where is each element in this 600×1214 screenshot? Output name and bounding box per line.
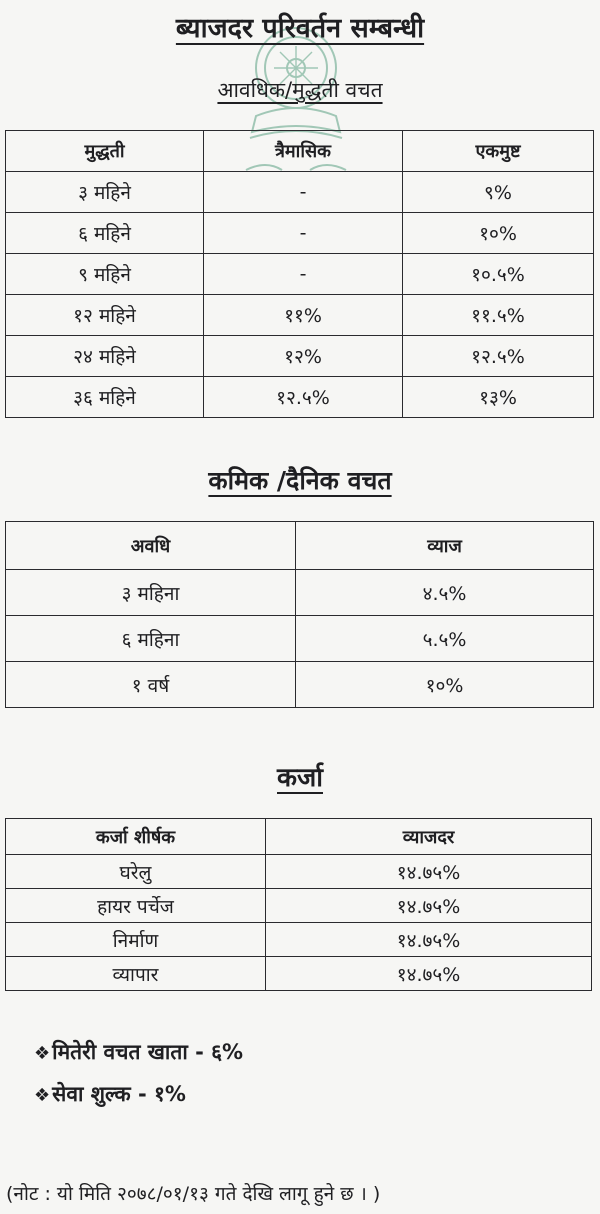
interest-cell: ४.५%: [296, 570, 594, 616]
table-row: [6, 213, 594, 254]
column-header: एकमुष्ट: [403, 131, 594, 172]
table-row: [6, 377, 594, 418]
interest-cell: ५.५%: [296, 616, 594, 662]
recurring-deposit-heading: कमिक /दैनिक वचत: [208, 466, 392, 495]
lump-sum-rate-cell: ९%: [403, 172, 594, 213]
loan-rate-cell: १४.७५%: [266, 855, 592, 889]
term-cell: ९ महिने: [6, 254, 204, 295]
term-cell: ६ महिने: [6, 213, 204, 254]
list-item: [34, 1038, 243, 1066]
column-header: अवधि: [6, 522, 296, 570]
table-row: [6, 662, 594, 708]
table-row: [6, 957, 592, 991]
lump-sum-rate-cell: १०%: [403, 213, 594, 254]
lump-sum-rate-cell: १२.५%: [403, 336, 594, 377]
table-row: [6, 889, 592, 923]
column-header: व्याज: [296, 522, 594, 570]
quarterly-rate-cell: १२.५%: [204, 377, 403, 418]
lump-sum-rate-cell: १३%: [403, 377, 594, 418]
table-row: [6, 855, 592, 889]
lump-sum-rate-cell: १०.५%: [403, 254, 594, 295]
loan-type-cell: निर्माण: [6, 923, 266, 957]
effective-date-note: (नोट : यो मिति २०७८/०१/१३ गते देखि लागू हुने छ । ): [6, 1183, 381, 1205]
loan-type-cell: घरेलु: [6, 855, 266, 889]
column-header: त्रैमासिक: [204, 131, 403, 172]
loan-table: [5, 818, 592, 991]
table-row: [6, 172, 594, 213]
term-cell: ३६ महिने: [6, 377, 204, 418]
table-header-row: [6, 522, 594, 570]
period-cell: १ वर्ष: [6, 662, 296, 708]
term-cell: २४ महिने: [6, 336, 204, 377]
page-title: ब्याजदर परिवर्तन सम्बन्धी: [175, 13, 425, 44]
period-cell: ३ महिना: [6, 570, 296, 616]
quarterly-rate-cell: १२%: [204, 336, 403, 377]
table-row: [6, 295, 594, 336]
loan-rate-cell: १४.७५%: [266, 923, 592, 957]
table-header-row: [6, 819, 592, 855]
term-deposit-table: [5, 130, 594, 418]
list-item: [34, 1080, 186, 1108]
table-row: [6, 616, 594, 662]
column-header: व्याजदर: [266, 819, 592, 855]
table-row: [6, 570, 594, 616]
diamond-bullet-icon: ❖: [34, 1043, 51, 1064]
loan-type-cell: व्यापार: [6, 957, 266, 991]
quarterly-rate-cell: -: [204, 213, 403, 254]
loan-type-cell: हायर पर्चेज: [6, 889, 266, 923]
quarterly-rate-cell: -: [204, 172, 403, 213]
loan-rate-cell: १४.७५%: [266, 957, 592, 991]
column-header: कर्जा शीर्षक: [6, 819, 266, 855]
term-cell: ३ महिने: [6, 172, 204, 213]
column-header: मुद्धती: [6, 131, 204, 172]
term-cell: १२ महिने: [6, 295, 204, 336]
recurring-deposit-table: [5, 521, 594, 708]
quarterly-rate-cell: -: [204, 254, 403, 295]
interest-cell: १०%: [296, 662, 594, 708]
loan-rate-cell: १४.७५%: [266, 889, 592, 923]
quarterly-rate-cell: ११%: [204, 295, 403, 336]
table-row: [6, 923, 592, 957]
table-header-row: [6, 131, 594, 172]
loan-heading: कर्जा: [277, 763, 323, 793]
period-cell: ६ महिना: [6, 616, 296, 662]
savings-account-rate: मितेरी वचत खाता - ६%: [52, 1040, 244, 1064]
table-row: [6, 254, 594, 295]
diamond-bullet-icon: ❖: [34, 1085, 51, 1106]
term-deposit-heading: आवधिक/मुद्धती वचत: [217, 78, 383, 102]
table-row: [6, 336, 594, 377]
lump-sum-rate-cell: ११.५%: [403, 295, 594, 336]
service-fee-rate: सेवा शुल्क - १%: [52, 1082, 186, 1106]
